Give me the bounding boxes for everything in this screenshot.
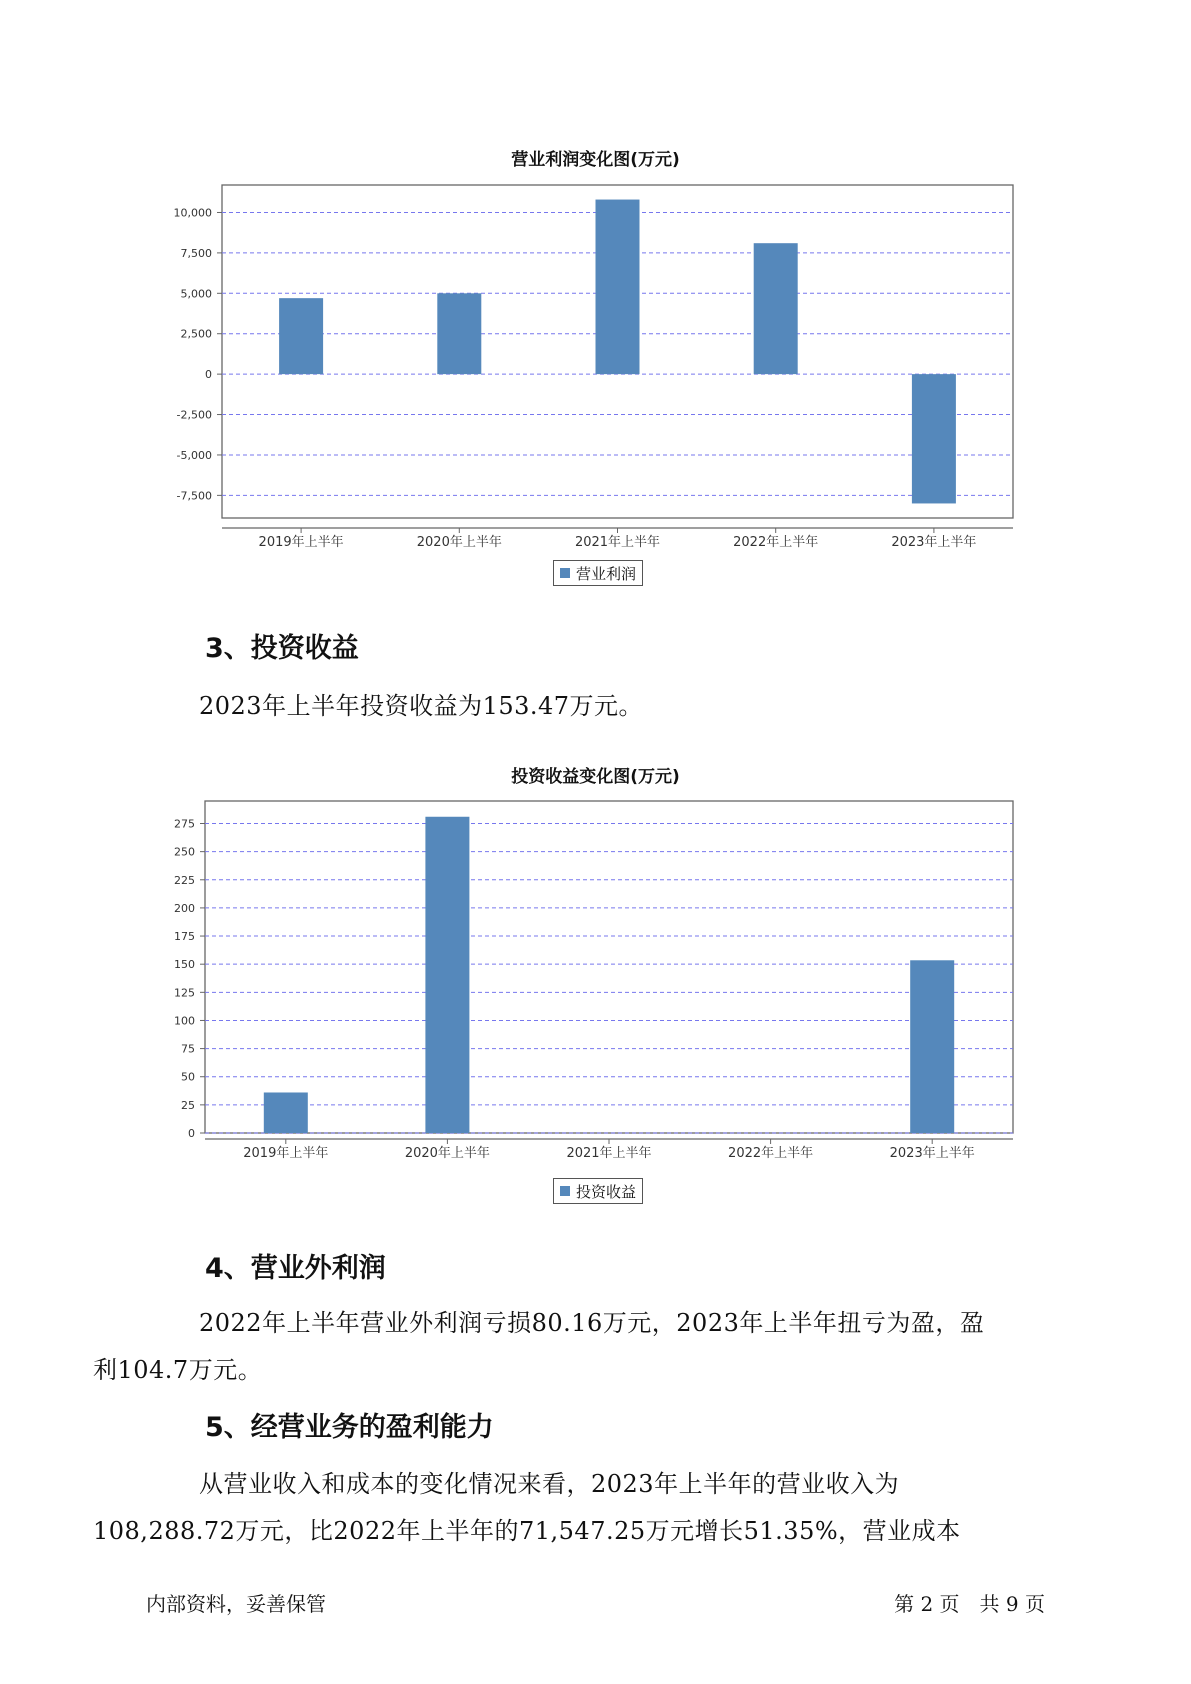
- y-tick-label: 100: [174, 1014, 195, 1028]
- y-tick-label: 250: [174, 845, 195, 859]
- y-tick-label: 175: [174, 930, 195, 944]
- chart-legend: [553, 1178, 643, 1204]
- bar-2020年上半年: [425, 817, 469, 1133]
- y-tick-label: -5,000: [176, 448, 212, 462]
- bar-2019年上半年: [264, 1092, 308, 1133]
- x-tick-label: 2019年上半年: [243, 1146, 329, 1161]
- footer-page-number: 第 2 页 共 9 页: [894, 1592, 1045, 1616]
- legend-label: 营业利润: [576, 564, 637, 583]
- x-tick-label: 2020年上半年: [404, 1146, 490, 1161]
- y-tick-label: 200: [174, 901, 195, 915]
- section-heading-profitability: 5、经营业务的盈利能力: [205, 1412, 494, 1443]
- legend-swatch: [560, 1186, 570, 1196]
- y-tick-label: -2,500: [176, 408, 212, 422]
- paragraph-line: 2022年上半年营业外利润亏损80.16万元，2023年上半年扭亏为盈，盈: [199, 1309, 985, 1337]
- x-tick-label: 2021年上半年: [566, 1146, 652, 1161]
- x-tick-label: 2022年上半年: [728, 1146, 814, 1161]
- x-tick-label: 2023年上半年: [889, 1146, 975, 1161]
- y-tick-label: 275: [174, 817, 195, 831]
- y-tick-label: 25: [181, 1098, 195, 1112]
- x-tick-label: 2022年上半年: [733, 535, 819, 550]
- y-tick-label: 150: [174, 958, 195, 972]
- footer-left: 内部资料，妥善保管: [146, 1592, 326, 1616]
- y-tick-label: 50: [181, 1070, 195, 1084]
- y-tick-label: -7,500: [176, 489, 212, 503]
- y-tick-label: 75: [181, 1042, 195, 1056]
- x-tick-label: 2019年上半年: [258, 535, 344, 550]
- chart-title: 投资收益变化图(万元): [511, 767, 680, 787]
- chart-title: 营业利润变化图(万元): [511, 150, 680, 170]
- non-operating-paragraph: [93, 1300, 1061, 1394]
- section-heading-non-operating: 4、营业外利润: [205, 1253, 386, 1284]
- y-tick-label: 10,000: [173, 206, 212, 220]
- x-tick-label: 2021年上半年: [574, 535, 661, 550]
- paragraph-line: 从营业收入和成本的变化情况来看，2023年上半年的营业收入为: [199, 1470, 900, 1498]
- y-tick-label: 0: [188, 1127, 195, 1140]
- paragraph-line: 108,288.72万元，比2022年上半年的71,547.25万元增长51.35%，营业成本: [93, 1517, 961, 1545]
- x-tick-label: 2023年上半年: [891, 535, 977, 550]
- y-tick-label: 2,500: [180, 327, 212, 341]
- section-heading-investment: 3、投资收益: [205, 633, 359, 664]
- y-tick-label: 125: [174, 986, 195, 1000]
- plot-area: [205, 801, 1013, 1133]
- y-tick-label: 7,500: [180, 246, 212, 260]
- bar-2023年上半年: [910, 960, 954, 1133]
- y-tick-label: 0: [205, 368, 212, 382]
- legend-label: 投资收益: [576, 1182, 637, 1201]
- y-tick-label: 5,000: [180, 287, 212, 301]
- paragraph-line: 利104.7万元。: [93, 1356, 263, 1384]
- y-tick-label: 225: [174, 873, 195, 887]
- x-tick-label: 2020年上半年: [416, 535, 502, 550]
- profitability-paragraph: [93, 1461, 1061, 1555]
- paragraph-text: 2023年上半年投资收益为153.47万元。: [199, 692, 644, 720]
